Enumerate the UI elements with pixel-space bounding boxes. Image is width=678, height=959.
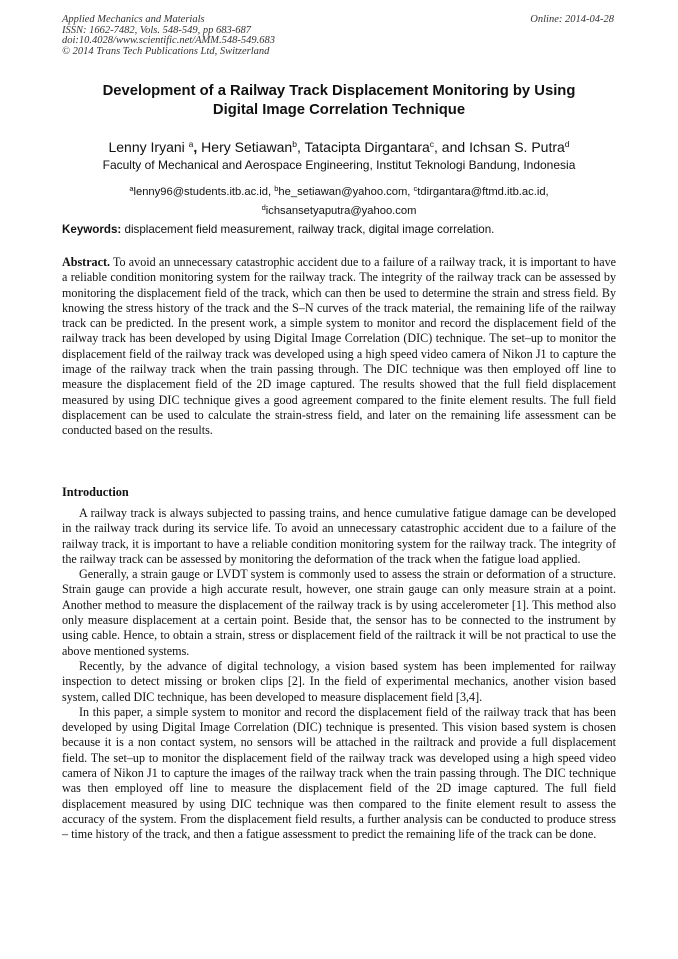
keywords: [62, 223, 616, 237]
email-sup: d: [261, 203, 266, 212]
email-address[interactable]: ichsansetyaputra@yahoo.com: [265, 205, 417, 217]
paper-title: [62, 82, 616, 120]
doi-line[interactable]: doi:10.4028/www.scientific.net/AMM.548-549.683: [62, 35, 275, 47]
section-heading-introduction: Introduction: [62, 485, 129, 499]
author-sup: b: [292, 139, 297, 149]
author-name: Ichsan S. Putra: [469, 139, 565, 155]
paragraph: Generally, a strain gauge or LVDT system is commonly used to assess the strain or deformation of a structure. Strain gauge can provide a high accurate result, however, one strain gauge can only measure strain at a point. Another method to measure the displacement of the railway track is by using accelerometer [1]. This method also only measure displacement at a certain point. Beside that, the sensor has to be connected to the instrument by using cable. Hence, to obtain a strain, stress or displacement field of the railtrack it will be not practical to use the above mentioned systems.: [62, 567, 616, 658]
author-separator: ,: [296, 139, 305, 155]
author-separator: ,: [193, 139, 202, 155]
email-sup: c: [413, 184, 418, 193]
keywords-label: Keywords:: [62, 223, 122, 236]
title-line-1: Development of a Railway Track Displacement Monitoring by Using: [102, 83, 576, 99]
title-line-2: Digital Image Correlation Technique: [212, 102, 466, 118]
email-list: [62, 181, 616, 219]
paragraph: Recently, by the advance of digital technology, a vision based system has been implemented for railway inspection to detect missing or broken clips [2]. In the field of experimental mechanics, another vision based system, called DIC technique, has been developed to measure displacement field [3,4].: [62, 658, 616, 704]
author-name: Hery Setiawan: [201, 139, 293, 155]
author-separator: , and: [434, 139, 470, 155]
introduction-body: [62, 506, 616, 843]
abstract-label: Abstract.: [62, 255, 111, 269]
email-sup: a: [129, 184, 134, 193]
author-sup: d: [564, 139, 570, 149]
issn-line: ISSN: 1662-7482, Vols. 548-549, pp 683-687: [62, 24, 251, 36]
abstract: [62, 255, 616, 439]
paragraph: In this paper, a simple system to monitor and record the displacement field of the railway track that has been developed by using Digital Image Correlation (DIC) technique is presented. This vision based system is chosen because it is a non contact system, no sensors will be attached in the railtrack and provide a full displacement field. The set–up to monitor the displacement field of the railway track was developed using a high speed video camera of Nikon J1 to capture the images of the railway track when the train passing through. The DIC technique was then employed off line to measure the displacement field of the 2D image captured. The full field displacement measured by using DIC technique was then compared to the finite element result to assess the accuracy of the system. From the displacement field results, a further analysis can be conducted to produce stress – time history of the track, and then a fatigue assessment to predict the remaining life of the track can be done.: [62, 704, 616, 842]
author-list: [62, 135, 616, 156]
email-address[interactable]: he_setiawan@yahoo.com,: [278, 186, 411, 198]
paragraph: A railway track is always subjected to passing trains, and hence cumulative fatigue damage can be developed in the railway track during its service life. To avoid an unnecessary catastrophic accident due to a failure of the railway track, it is important to have a reliable condition monitoring system for the railway track. The integrity of the railway track can be assessed by monitoring the deformation of the track when the fatigue load applied.: [62, 506, 616, 566]
email-sup: b: [274, 184, 279, 193]
author-sup: c: [429, 139, 435, 149]
affiliation: Faculty of Mechanical and Aerospace Engineering, Institut Teknologi Bandung, Indonesia: [102, 158, 576, 172]
journal-header: [62, 15, 275, 57]
author-sup: a: [188, 139, 194, 149]
email-address[interactable]: lenny96@students.itb.ac.id,: [133, 186, 272, 198]
copyright-line: © 2014 Trans Tech Publications Ltd, Switzerland: [62, 45, 270, 57]
author-name: Lenny Iryani: [108, 139, 185, 155]
email-address[interactable]: tdirgantara@ftmd.itb.ac.id,: [417, 186, 549, 198]
keywords-text: displacement field measurement, railway track, digital image correlation.: [124, 223, 495, 236]
author-name: Tatacipta Dirgantara: [304, 139, 430, 155]
online-date: Online: 2014-04-28: [530, 14, 614, 25]
abstract-text: To avoid an unnecessary catastrophic accident due to a failure of a railway track, it is important to have a reliable condition monitoring system for the railway track. The integrity of the railway track can be assessed by monitoring the displacement field of the track, which can then be used to determine the strain and stress field. By knowing the stress history of the track and the S–N curves of the track material, the remaining life of the railway track can be predicted. In the present work, a simple system to monitor and record the displacement field of the railway track has been developed by using Digital Image Correlation (DIC) technique. The set–up to monitor the displacement field of the railway track was developed using a high speed video camera of Nikon J1 to capture the image of the railway track when the train passing through. The DIC technique was then employed off line to measure the displacement field of the 2D image captured. The results showed that the full field displacement measured by using DIC technique gives a good agreement compared to the finite element results. The full field displacement can be used to calculate the strain-stress field, and later on the remaining life assessment can be conducted based on the results.: [62, 255, 616, 438]
journal-name: Applied Mechanics and Materials: [62, 14, 205, 25]
